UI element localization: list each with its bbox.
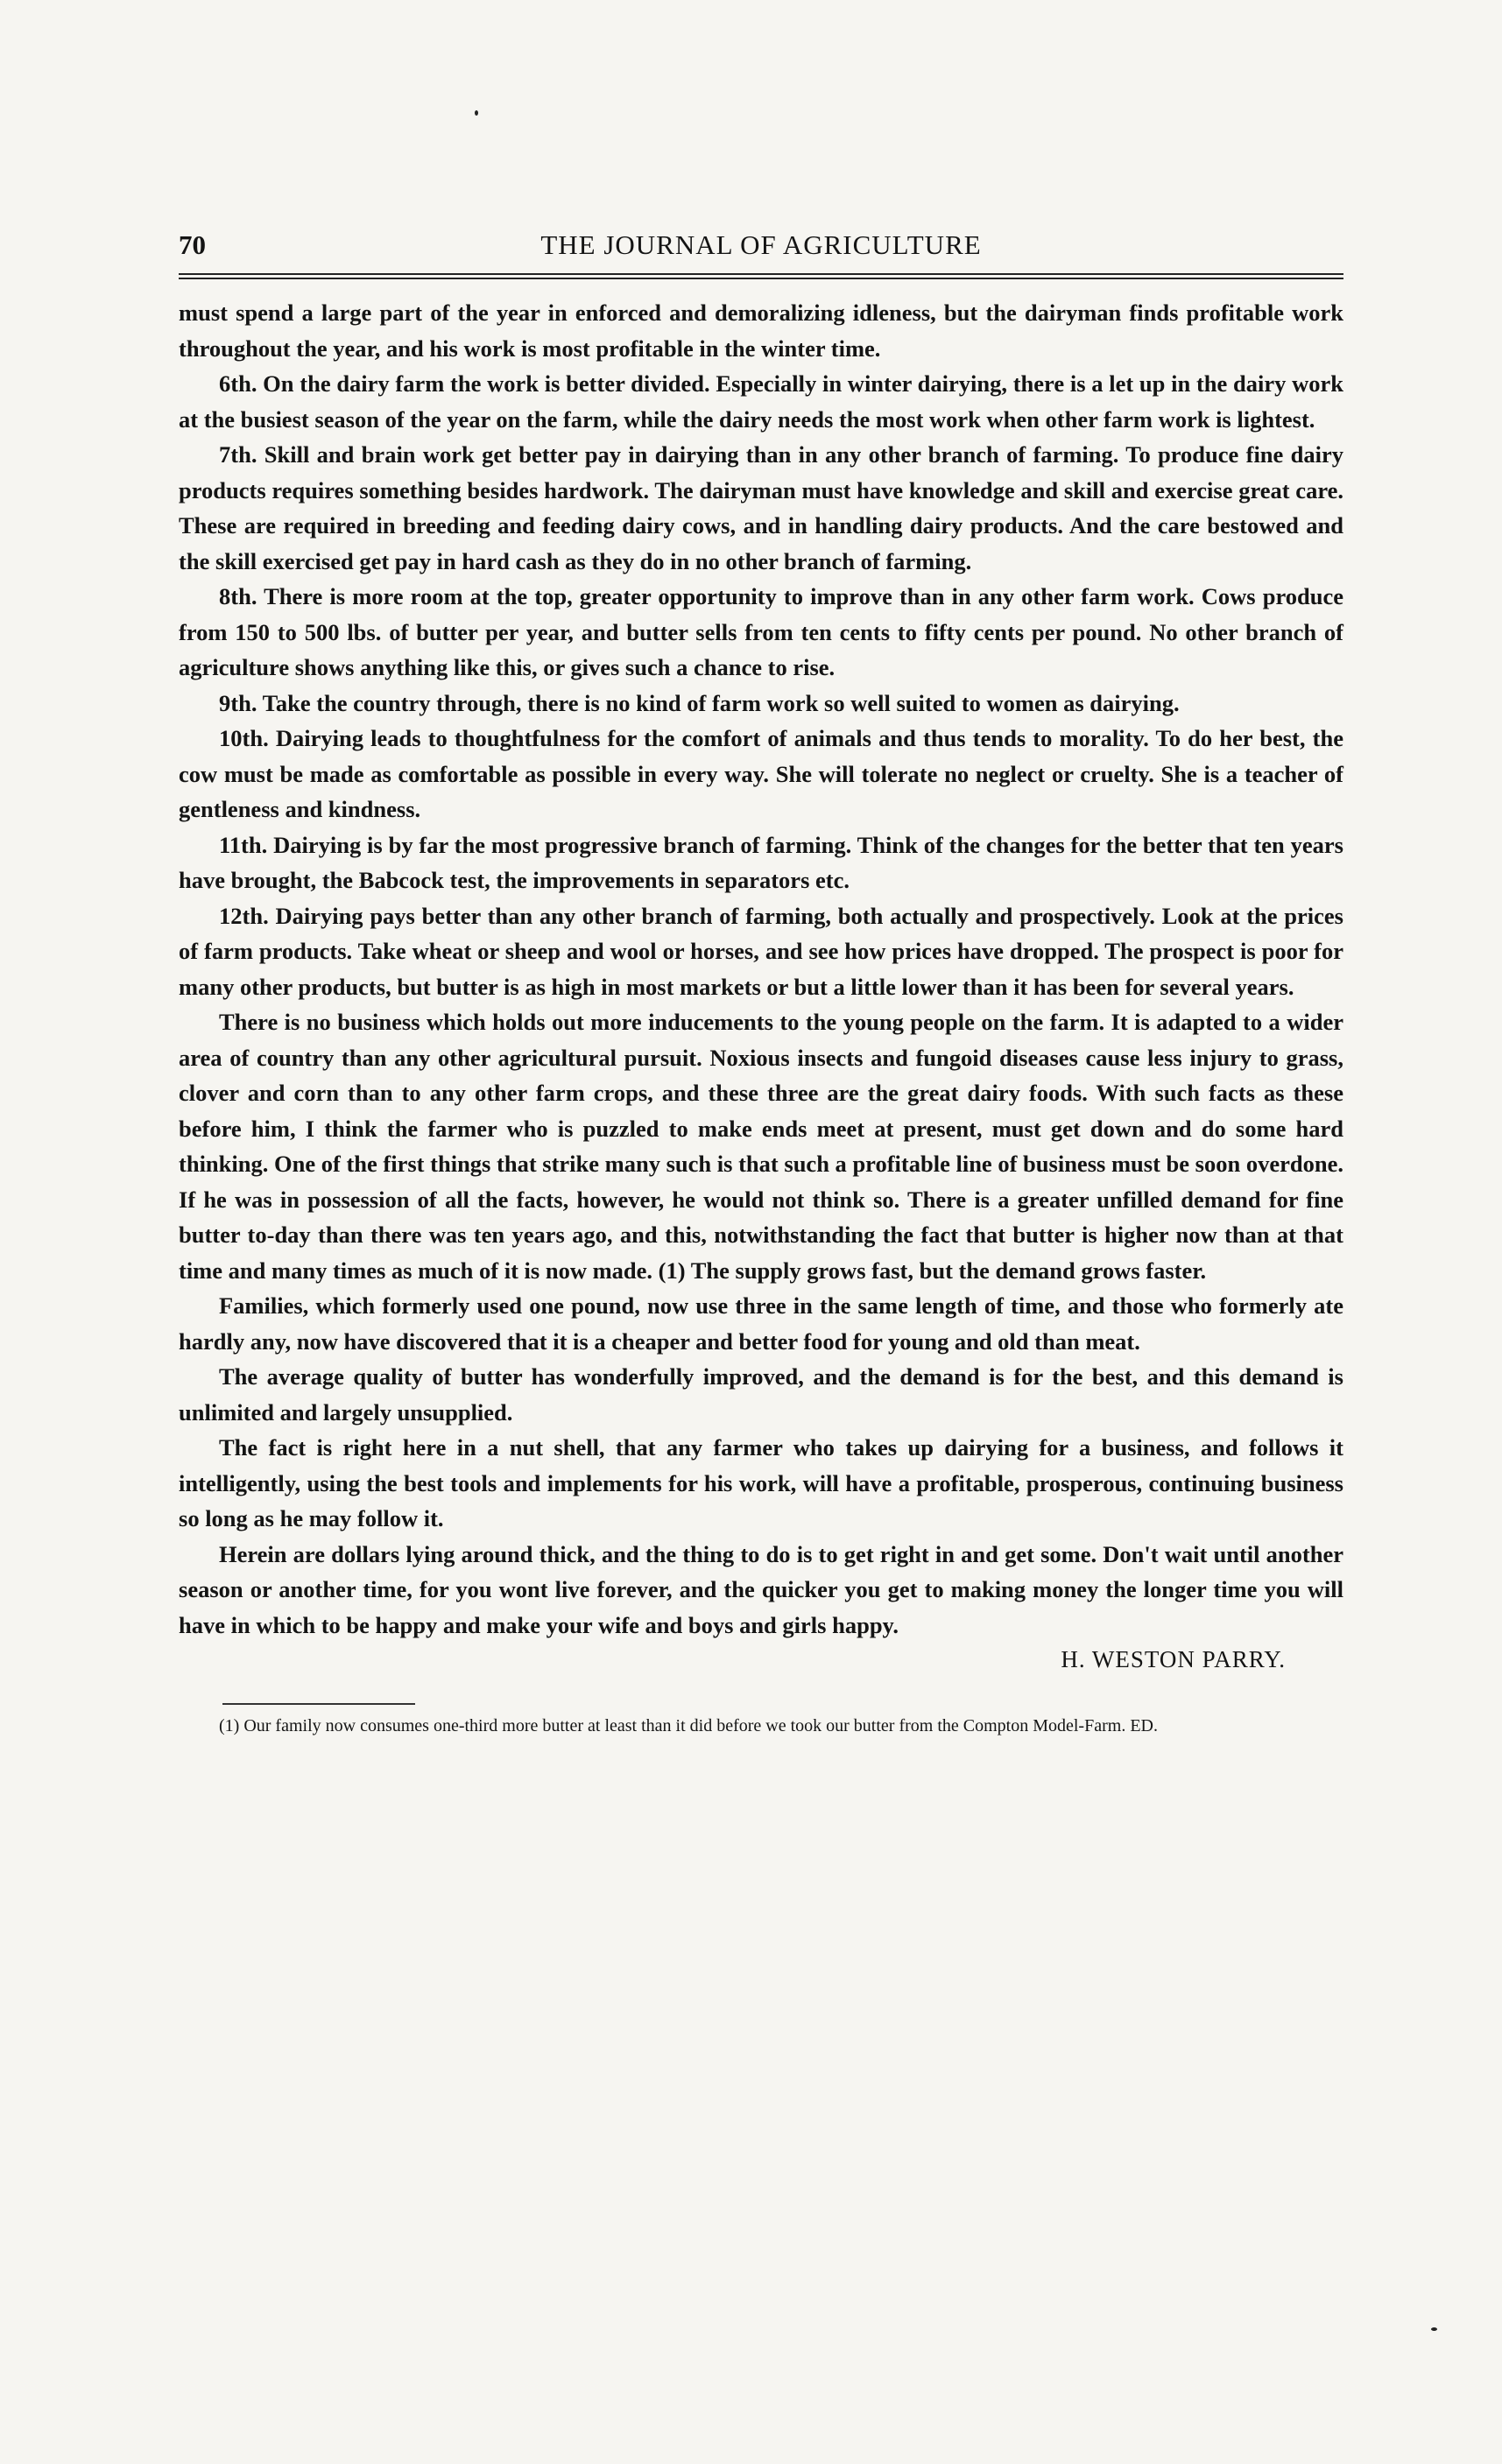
ink-speck: [1431, 2327, 1437, 2331]
paragraph: There is no business which holds out more inducements to the young people on the farm. It is adapted to a wider area of country than any other agricultural pursuit. Noxious insects and fungoid diseases cause less injury to grass, clover and corn than to any other farm crops, and these three are the great dairy foods. With such facts as these before him, I think the farmer who is puzzled to make ends meet at present, must get down and do some hard thinking. One of the first things that strike many such is that such a profitable line of business must be soon overdone. If he was in possession of all the facts, however, he would not think so. There is a greater unfilled demand for fine butter to-day than there was ten years ago, and this, notwithstanding the fact that butter is higher now than at that time and many times as much of it is now made. (1) The supply grows fast, but the demand grows faster.: [179, 1009, 1343, 1284]
ink-speck: [475, 110, 478, 116]
paragraph: 9th. Take the country through, there is no kind of farm work so well suited to women as dairying.: [219, 689, 1180, 716]
paragraph: 10th. Dairying leads to thoughtfulness for the comfort of animals and thus tends to morality. To do her best, the cow must be made as comfortable as possible in every way. She will tolerate no neglect or cruelty. She is a teacher of gentleness and kindness.: [179, 725, 1343, 822]
paragraph: must spend a large part of the year in enforced and demoralizing idleness, but the dairyman finds profitable work throughout the year, and his work is most profitable in the winter time.: [179, 299, 1343, 362]
paragraph: The fact is right here in a nut shell, that any farmer who takes up dairying for a business, and follows it intelligently, using the best tools and implements for his work, will have a profitable, prosperous, continuing business so long as he may follow it.: [179, 1434, 1343, 1531]
article-body: [179, 295, 1343, 1643]
paragraph: The average quality of butter has wonderfully improved, and the demand is for the best, and this demand is unlimited and largely unsupplied.: [179, 1363, 1343, 1426]
journal-page: [179, 229, 1343, 1736]
running-title: THE JOURNAL OF AGRICULTURE: [540, 229, 982, 260]
paragraph: 8th. There is more room at the top, greater opportunity to improve than in any other farm work. Cows produce from 150 to 500 lbs. of butter per year, and butter sells from ten cents to fifty cents per pound. No other branch of agriculture shows anything like this, or gives such a chance to rise.: [179, 583, 1343, 680]
paragraph: Herein are dollars lying around thick, and the thing to do is to get right in and get some. Don't wait until another season or another time, for you wont live forever, and the quicker you get to making money the longer time you will have in which to be happy and make your wife and boys and girls happy.: [179, 1540, 1343, 1638]
paragraph: 7th. Skill and brain work get better pay in dairying than in any other branch of farming. To produce fine dairy products requires something besides hardwork. The dairyman must have knowledge and skill and exercise great care. These are required in breeding and feeding dairy cows, and in handling dairy products. And the care bestowed and the skill exercised get pay in hard cash as they do in no other branch of farming.: [179, 441, 1343, 574]
paragraph: 11th. Dairying is by far the most progressive branch of farming. Think of the changes for the better that ten years have brought, the Babcock test, the improvements in separators etc.: [179, 831, 1343, 893]
page-number: 70: [179, 229, 206, 260]
paragraph: 12th. Dairying pays better than any other branch of farming, both actually and prospectively. Look at the prices of farm products. Take wheat or sheep and wool or horses, and see how prices have dropped. The prospect is poor for many other products, but butter is as high in most markets or but a little lower than it has been for several years.: [179, 902, 1343, 1000]
paragraph: Families, which formerly used one pound, now use three in the same length of time, and those who formerly ate hardly any, now have discovered that it is a cheaper and better food for young and old than meat.: [179, 1292, 1343, 1355]
header-rule: [179, 273, 1343, 279]
paragraph: 6th. On the dairy farm the work is better divided. Especially in winter dairying, there is a let up in the dairy work at the busiest season of the year on the farm, while the dairy needs the most work when other farm work is lightest.: [179, 370, 1343, 433]
footnote: (1) Our family now consumes one-third more butter at least than it did before we took our butter from the Compton Model-Farm. ED.: [219, 1716, 1158, 1735]
page-header: [179, 229, 1343, 273]
author-signature: H. WESTON PARRY.: [1061, 1646, 1286, 1672]
footnote-rule: [222, 1703, 415, 1705]
